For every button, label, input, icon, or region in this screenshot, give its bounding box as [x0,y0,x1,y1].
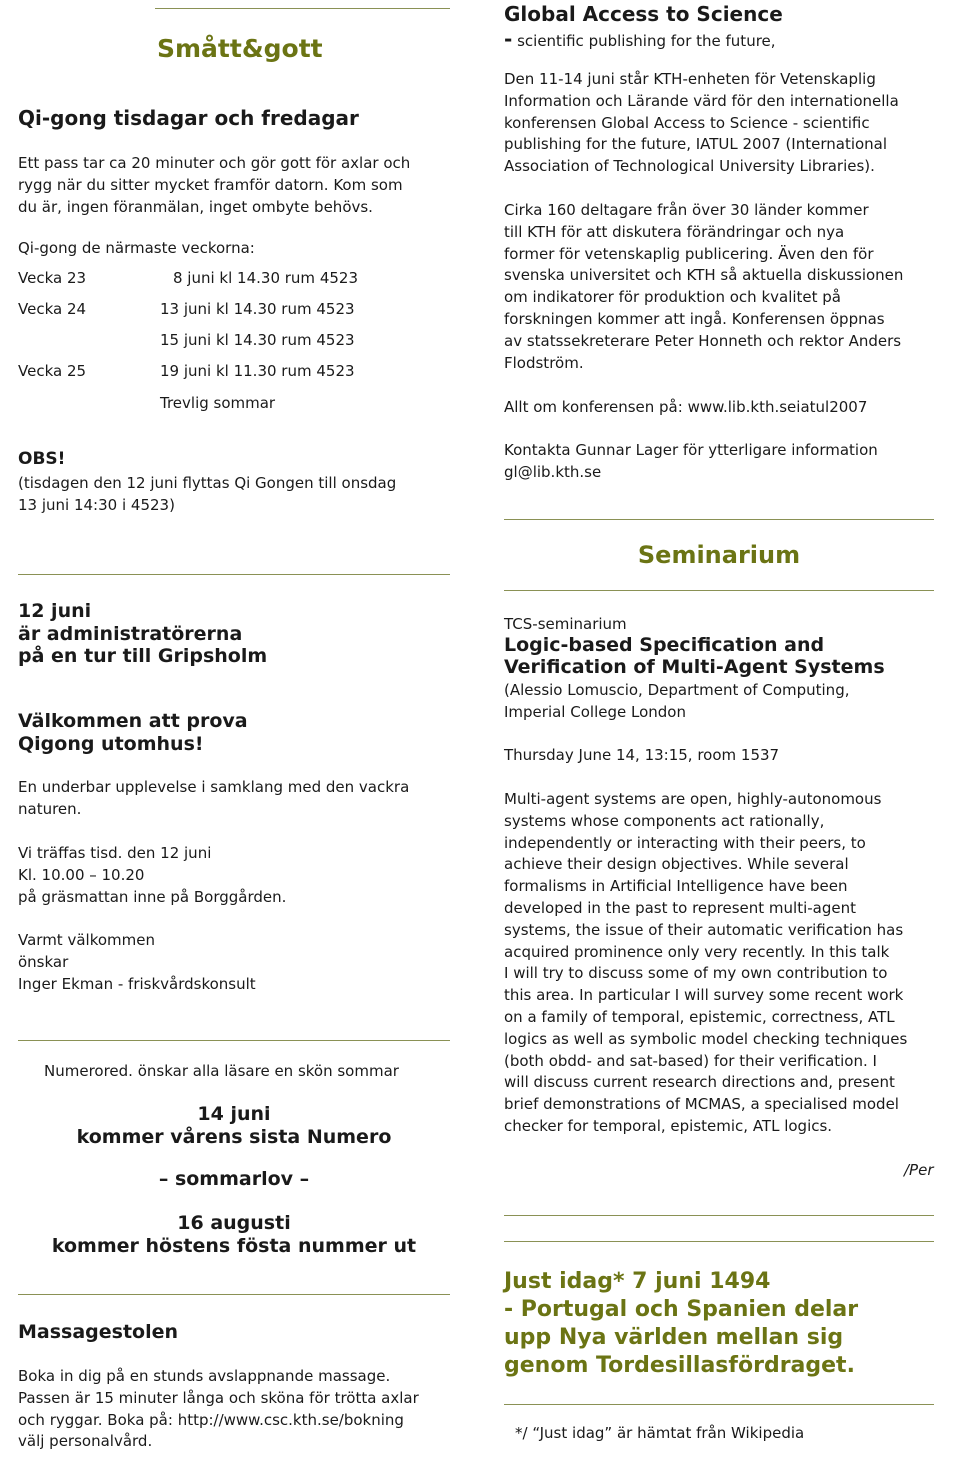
seminar-series: TCS-seminarium [504,615,627,633]
rule-right-5 [504,1404,934,1405]
schedule-week: Vecka 24 [18,300,87,318]
rule-left-2 [18,1040,450,1041]
justidag-footnote: */ “Just idag” är hämtat från Wikipedia [515,1424,805,1442]
schedule-time: 15 juni kl 14.30 rum 4523 [160,331,355,349]
seminar-title: Logic-based Specification and Verification of Multi-Agent Systems [504,634,885,678]
smattgott-heading: Smått&gott [157,34,323,63]
contact-email-link[interactable]: gl@lib.kth.se [504,462,602,481]
global-title: Global Access to Science [504,2,783,26]
rule-right-3 [504,1215,934,1216]
global-subtitle: - scientific publishing for the future, [504,27,776,51]
seminar-signature: /Per [904,1161,934,1179]
seminar-abstract: Multi-agent systems are open, highly-autonomous systems whose components act rationally, independently or interacting with their peers, to achieve their design objectives. While several formalisms in Artificial Intelligence have been developed in the past to represent multi-agent systems, the issue of their automatic verification has acquired prominence only very recently. In this talk I will try to discuss some of my own contribution to this area. In particular I will survey some recent work on a family of temporal, epistemic, correctness, ATL logics as well as symbolic model checking techniques (both obdd- and sat-based) for their verification. I will discuss current research directions and, present brief demonstrations of MCMAS, a specialised model checker for temporal, epistemic, ATL logics. [504,790,908,1135]
numero-first-issue: 16 augusti kommer höstens fösta nummer ut [51,1212,417,1257]
global-p1: Den 11-14 juni står KTH-enheten för Vetenskaplig Information och Lärande värd för den internationella konferensen Global Access to Science - scientific publishing for the future, IATUL 2007 (International Association of Technological University Libraries). [504,70,899,176]
schedule-week: Vecka 25 [18,362,87,380]
gripsholm-subhead: Välkommen att prova Qigong utomhus! [18,710,248,755]
rule-left-3 [18,1294,450,1295]
schedule-heading: Qi-gong de närmaste veckorna: [18,239,255,257]
global-conference-link[interactable]: Allt om konferensen på: www.lib.kth.seiatul2007 [504,398,868,416]
rule-right-4 [504,1241,934,1242]
massage-text: Boka in dig på en stunds avslappnande massage. Passen är 15 minuter långa och sköna för trötta axlar och ryggar. Boka på: http://www.csc.kth.se/bokning välj personalvård. [18,1367,419,1451]
justidag-text: Just idag* 7 juni 1494 - Portugal och Spanien delar upp Nya världen mellan sig genom Tordesillasfördraget. [504,1269,859,1378]
gripsholm-p1: En underbar upplevelse i samklang med den vackra naturen. [18,778,410,818]
qigong-title: Qi-gong tisdagar och fredagar [18,106,359,130]
qigong-intro: Ett pass tar ca 20 minuter och gör gott för axlar och rygg när du sitter mycket framför datorn. Kom som du är, ingen föranmälan, inget ombyte behövs. [18,154,411,216]
rule-right-2 [504,590,934,591]
top-left-rule [155,8,450,9]
numero-last-issue: 14 juni kommer vårens sista Numero [76,1103,392,1148]
seminar-speaker: (Alessio Lomuscio, Department of Computing, Imperial College London [504,681,850,721]
schedule-week: Vecka 23 [18,269,87,287]
global-p2: Cirka 160 deltagare från över 30 länder kommer till KTH för att diskutera förändringar och nya former för vetenskaplig publicering. Även den för svenska universitet och KTH så aktuella diskussionen om indikatorer för produktion och kvalitet på forskningen kommer att ingå. Konferensen öppnas av statssekreterare Peter Honneth och rektor Anders Flodström. [504,201,904,372]
gripsholm-p3: Varmt välkommen önskar Inger Ekman - friskvårdskonsult [18,931,256,993]
closing-greeting: Trevlig sommar [160,394,276,412]
obs-label: OBS! [18,449,66,469]
schedule-time: 13 juni kl 14.30 rum 4523 [160,300,355,318]
seminar-when: Thursday June 14, 13:15, room 1537 [504,746,780,764]
numero-wish: Numerored. önskar alla läsare en skön sommar [44,1062,399,1080]
numero-break: – sommarlov – [158,1168,310,1190]
gripsholm-p2: Vi träffas tisd. den 12 juni Kl. 10.00 – 10.20 på gräsmattan inne på Borggården. [18,844,287,906]
rule-right-1 [504,519,934,520]
global-contact: Kontakta Gunnar Lager för ytterligare information gl@lib.kth.se [504,440,878,484]
schedule-time: 8 juni kl 14.30 rum 4523 [173,269,358,287]
seminar-heading: Seminarium [637,541,801,569]
massage-title: Massagestolen [18,1321,179,1343]
obs-text: (tisdagen den 12 juni flyttas Qi Gongen till onsdag 13 juni 14:30 i 4523) [18,474,397,514]
rule-left-1 [18,574,450,575]
schedule-time: 19 juni kl 11.30 rum 4523 [160,362,355,380]
gripsholm-headline: 12 juni är administratörerna på en tur till Gripsholm [18,600,268,667]
